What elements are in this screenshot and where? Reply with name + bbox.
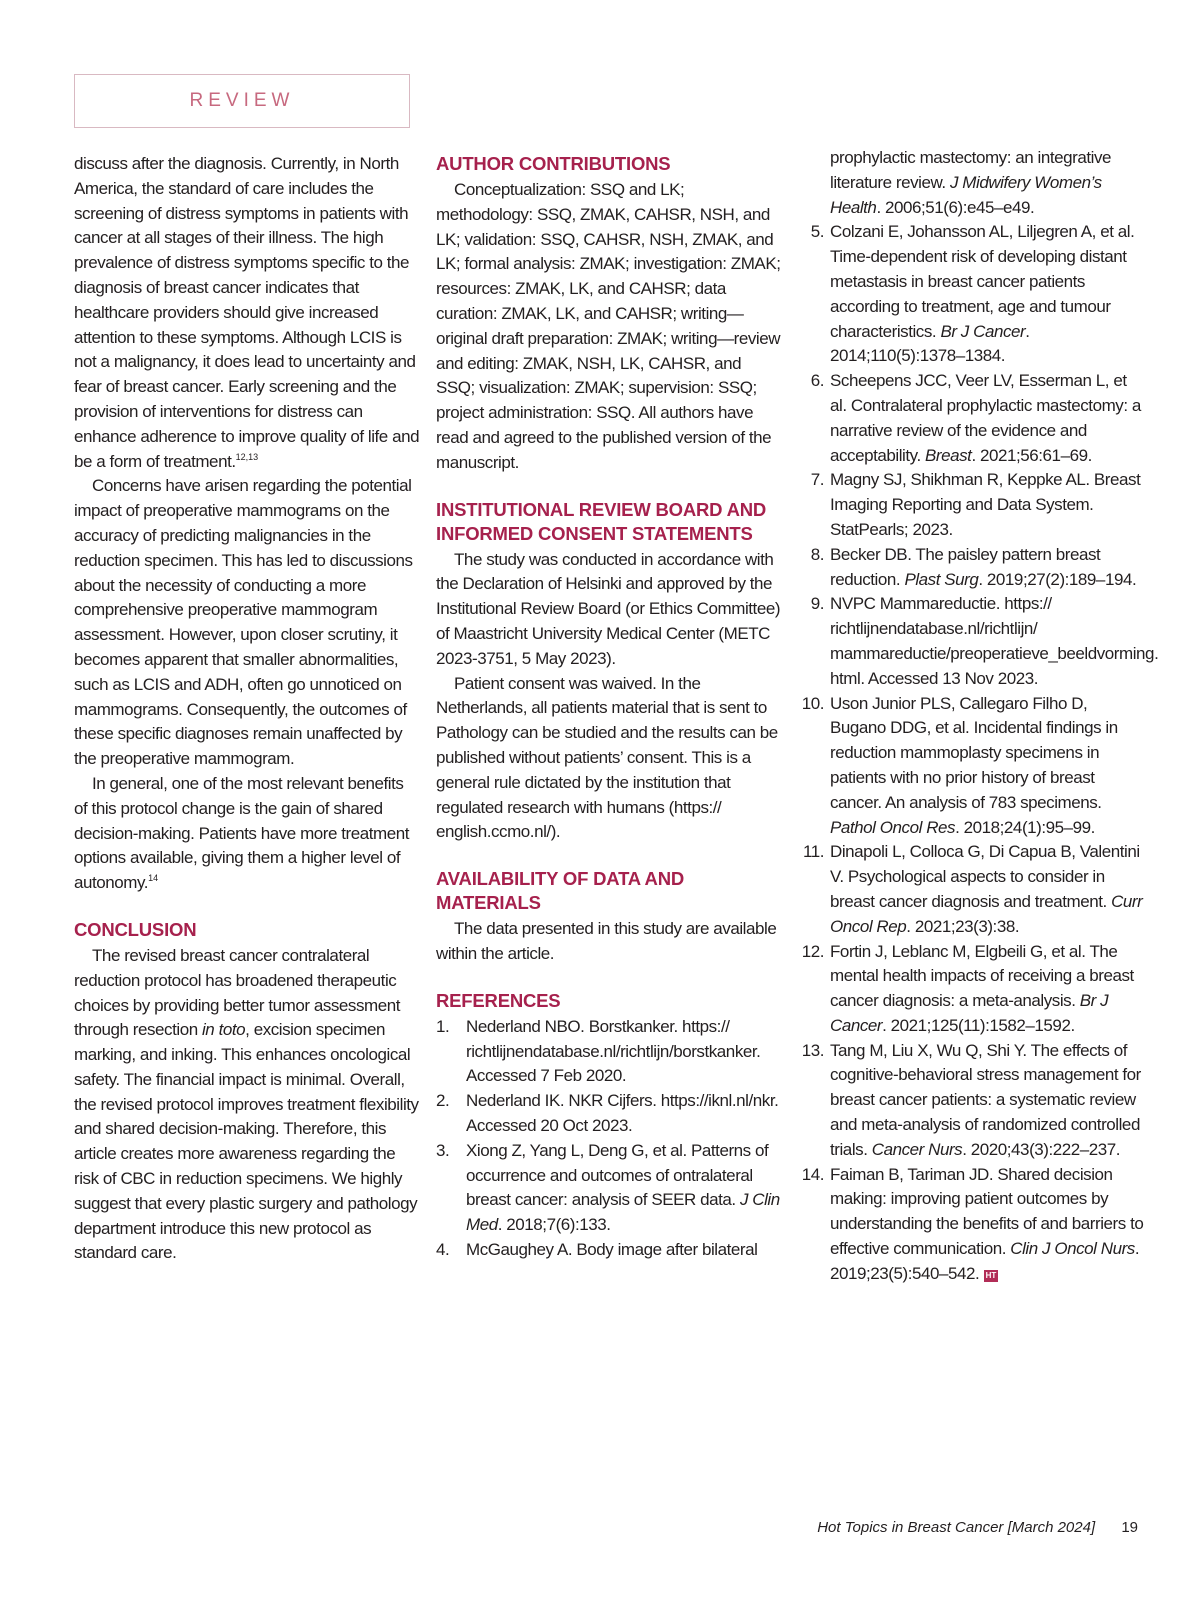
section-tag: [74, 74, 410, 128]
reference-item: 7. Magny SJ, Shikhman R, Keppke AL. Breast Imaging Reporting and Data System. StatPearls; 2023.: [810, 470, 1141, 539]
journal-title: Hot Topics in Breast Cancer [March 2024]: [817, 1519, 1096, 1536]
reference-item: 6. Scheepens JCC, Veer LV, Esserman L, et al. Contralateral prophylactic mastectomy: a narrative review of the evidence and acceptability. Breast. 2021;56:61–69.: [810, 371, 1141, 465]
reference-item: 5. Colzani E, Johansson AL, Liljegren A, et al. Time-dependent risk of developing distant metastasis in breast cancer patients according to treatment, age and tumour characteristics. Br J Cancer. 2014;110(5):1378–1384.: [810, 222, 1135, 366]
reference-item: 10. Uson Junior PLS, Callegaro Filho D, Bugano DDG, et al. Incidental findings in reduction mammoplasty specimens in patients with no prior history of breast cancer. An analysis of 783 specimens. Pathol Oncol Res. 2018;24(1):95–99.: [801, 693, 1118, 837]
reference-item: 14. Faiman B, Tariman JD. Shared decision making: improving patient outcomes by understanding the benefits of and barriers to effective communication. Clin J Oncol Nurs. 2019;23(5):540–542. HT: [801, 1164, 1144, 1283]
end-mark-icon: HT: [985, 1270, 997, 1280]
reference-item-continued: prophylactic mastectomy: an integrative literature review. J Midwifery Women’s Health. 2006;51(6):e45–e49.: [830, 148, 1112, 217]
reference-list-b: [798, 146, 1159, 1287]
page-footer: [817, 1519, 1138, 1536]
reference-item: 13. Tang M, Liu X, Wu Q, Shi Y. The effects of cognitive-behavioral stress management for breast cancer patients: a systematic review and meta-analysis of randomized controlled trials. Cancer Nurs. 2020;43(3):222–237.: [801, 1040, 1141, 1159]
conclusion-heading: CONCLUSION: [74, 918, 197, 940]
paragraph-author-contributions: Conceptualization: SSQ and LK; methodology: SSQ, ZMAK, CAHSR, NSH, and LK; validation: SSQ, CAHSR, NSH, ZMAK, and LK; formal analysis: ZMAK; investigation: ZMAK; resources: ZMAK, LK, and CAHSR; data curation: ZMAK, LK, and CAHSR; writing—original draft preparation: ZMAK; writing—review and editing: ZMAK, NSH, LK, CAHSR, and SSQ; visualization: ZMAK; supervision: SSQ; project administration: SSQ. All authors have read and agreed to the published version of the manuscript.: [436, 180, 781, 472]
column-2: [436, 152, 784, 1263]
page-number: 19: [1121, 1519, 1138, 1536]
paragraph-irb: The study was conducted in accordance with the Declaration of Helsinki and approved by the Institutional Review Board (or Ethics Committee) of Maastricht University Medical Center (METC 2023-3751, 5 May 2023).: [436, 549, 781, 668]
author-contributions-heading: AUTHOR CONTRIBUTIONS: [436, 153, 671, 174]
paragraph-benefits: In general, one of the most relevant benefits of this protocol change is the gain of shared decision-making. Patients have more treatment options available, giving them a higher level of autonomy.$^{14}$: [74, 773, 410, 893]
reference-item: 9. NVPC Mammareductie. https:// richtlijnendatabase.nl/richtlijn/ mammareductie/preoperatieve_beeldvorming. html. Accessed 13 Nov 2023.: [810, 594, 1159, 688]
irb-heading: INSTITUTIONAL REVIEW BOARD AND INFORMED CONSENT STATEMENTS: [436, 498, 767, 544]
column-3: [798, 146, 1159, 1287]
reference-item: 3. Xiong Z, Yang L, Deng G, et al. Patterns of occurrence and outcomes of ontralateral breast cancer: analysis of SEER data. J Clin Med. 2018;7(6):133.: [436, 1140, 780, 1235]
reference-item: 1. Nederland NBO. Borstkanker. https:// richtlijnendatabase.nl/richtlijn/borstkanker. Accessed 7 Feb 2020.: [436, 1016, 761, 1086]
reference-item: 11. Dinapoli L, Colloca G, Di Capua B, Valentini V. Psychological aspects to consider in breast cancer diagnosis and treatment. Curr Oncol Rep. 2021;23(3):38.: [802, 842, 1143, 936]
reference-list-a: [436, 1015, 784, 1263]
citation-14: 14: [148, 873, 159, 884]
reference-item: 12. Fortin J, Leblanc M, Elgbeili G, et al. The mental health impacts of receiving a breast cancer diagnosis: a meta-analysis. Br J Cancer. 2021;125(11):1582–1592.: [801, 941, 1134, 1035]
data-availability-heading: AVAILABILITY OF DATA AND MATERIALS: [436, 868, 685, 914]
reference-item: 8. Becker DB. The paisley pattern breast reduction. Plast Surg. 2019;27(2):189–194.: [810, 544, 1137, 589]
paragraph-conclusion: The revised breast cancer contralateral reduction protocol has broadened therapeutic choices by providing better tumor assessment through resection in toto, excision specimen marking, and inking. This enhances oncological safety. The financial impact is minimal. Overall, the revised protocol improves treatment flexibility and shared decision-making. Therefore, this article creates more awareness regarding the risk of CBC in reduction specimens. We highly suggest that every plastic surgery and pathology department introduce this new protocol as standard care.: [74, 945, 419, 1263]
paragraph-data-availability: The data presented in this study are available within the article.: [436, 919, 777, 963]
references-heading: REFERENCES: [436, 989, 561, 1011]
reference-item: 2. Nederland IK. NKR Cijfers. https://iknl.nl/nkr. Accessed 20 Oct 2023.: [436, 1091, 779, 1135]
citation-12-13: 12,13: [235, 451, 259, 462]
column-1: [74, 152, 420, 1266]
paragraph-distress: discuss after the diagnosis. Currently, in North America, the standard of care includes the screening of distress symptoms in patients with cancer at all stages of their illness. The high prevalence of distress symptoms specific to the diagnosis of breast cancer indicates that healthcare providers should give increased attention to these symptoms. Although LCIS is not a malignancy, it does lead to uncertainty and fear of breast cancer. Early screening and the provision of interventions for distress can enhance adherence to improve quality of life and be a form of treatment.$^{12,13}$: [74, 154, 420, 471]
reference-item: 4. McGaughey A. Body image after bilateral: [436, 1239, 758, 1259]
paragraph-preoperative: Concerns have arisen regarding the potential impact of preoperative mammograms on the accuracy of predicting malignancies in the reduction specimen. This has led to discussions about the necessity of conducting a more comprehensive preoperative mammogram assessment. However, upon closer scrutiny, it becomes apparent that smaller abnormalities, such as LCIS and ADH, often go unnoticed on mammograms. Consequently, the outcomes of these specific diagnoses remain unaffected by the preoperative mammogram.: [74, 476, 413, 769]
paragraph-consent: Patient consent was waived. In the Netherlands, all patients material that is sent to Pathology can be studied and the results can be published without patients’ consent. This is a general rule dictated by the institution that regulated research with humans (https:// english.ccmo.nl/).: [436, 673, 778, 842]
section-tag-label: REVIEW: [189, 90, 295, 111]
